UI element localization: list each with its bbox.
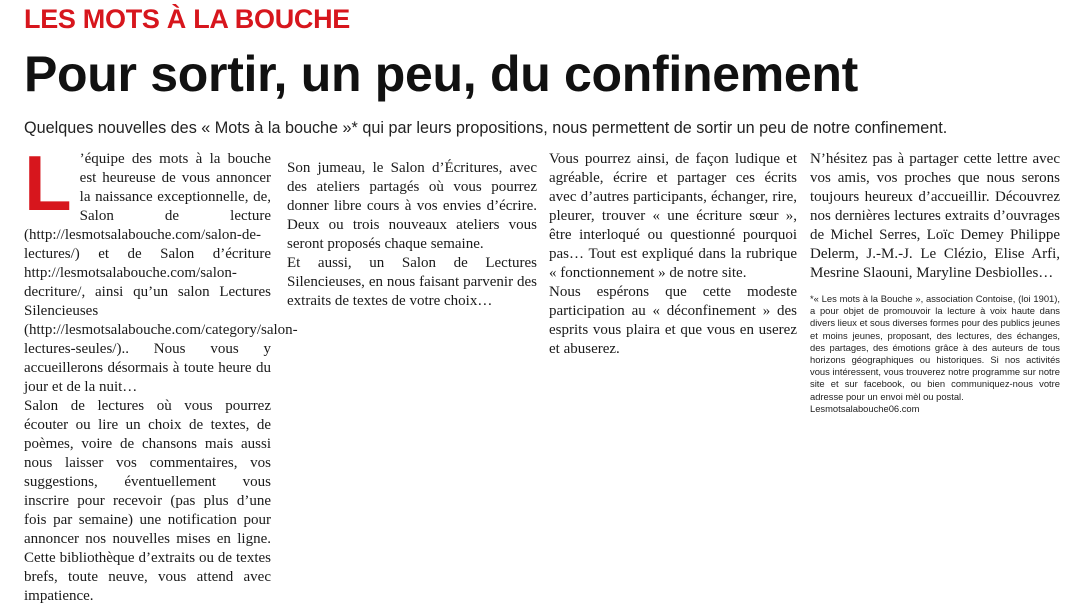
article-title: Pour sortir, un peu, du confinement: [24, 46, 858, 102]
footnote: [810, 293, 1060, 415]
article-column-2: [287, 150, 537, 311]
website-link[interactable]: Lesmotsalabouche06.com: [810, 402, 920, 414]
article-column-3: [549, 150, 797, 359]
conclusion-text: N’hésitez pas à partager cette lettre avec vos amis, vos proches que nous serons toujours heureux d’accueillir. Découvrez nos dernières lectures extraits d’ouvrages de Michel Serres, Loïc Demey Philippe Delerm, J.-M.-J. Le Clézio, Elise Arfi, Mesrine Slaouni, Maryline Desbiolles…: [810, 151, 1060, 281]
article-column-4: [810, 150, 1060, 415]
salon-lectures-text: Salon de lectures où vous pourrez écouter ou lire un choix de textes, de poèmes, voire de chansons mais aussi nous laisser vos commentaires, vos suggestions, éventuellement vous inscrire pour recevoir (pas plus d’une fois par semaine) une notification pour annoncer nos nouvelles mises en ligne. Cette bibliothèque d’extraits ou de textes brefs, toute neuve, vous attend avec impatience.: [24, 398, 271, 604]
paragraph-salon-ecritures: [287, 159, 537, 254]
paragraph-deconfinement: [549, 283, 797, 359]
paragraph-conclusion: [810, 150, 1060, 283]
deconfinement-text: Nous espérons que cette modeste participation au « déconfinement » des esprits vous plaira et que vous en userez et abuserez.: [549, 284, 797, 357]
salon-ecritures-text: Son jumeau, le Salon d’Écritures, avec des ateliers partagés où vous pourrez donner libre cours à vos envies d’écrire. Deux ou trois nouveaux ateliers vous seront proposés chaque semaine.: [287, 160, 537, 252]
paragraph-salon-lectures: [24, 397, 271, 606]
article-column-1: [24, 139, 298, 606]
section-rubric: LES MOTS À LA BOUCHE: [24, 4, 351, 34]
partage-text: Vous pourrez ainsi, de façon ludique et agréable, écrire et partager ces écrits avec d’autres participants, échanger, rire, pleurer, trouver « une écriture sœur », être interloqué ou questionné pourquoi pas… Tout est expliqué dans la rubrique « fonctionnement » de notre site.: [549, 151, 797, 281]
footnote-text: *« Les mots à la Bouche », association Contoise, (loi 1901), a pour objet de promouvoir la lecture à voix haute dans divers lieux et sous diverses formes pour des publics jeunes et moins jeunes, proposant, des lectures, des échanges, des partages, des émotions grâce à des auteurs de tous horizons géographiques ou historiques. Si nos activités vous intéressent, vous trouverez notre programme sur notre site et sur facebook, ou bien communiquez-nous votre adresse pour un envoi mèl ou postal.: [810, 293, 1060, 402]
article-standfirst: Quelques nouvelles des « Mots à la bouche »* qui par leurs propositions, nous permettent de sortir un peu de notre confinement.: [24, 119, 948, 137]
lectures-silencieuses-text: Et aussi, un Salon de Lectures Silencieuses, en nous faisant parvenir des extraits de textes de votre choix…: [287, 255, 537, 309]
intro-text: ’équipe des mots à la bouche est heureuse de vous annoncer la naissance exceptionnelle, de, Salon de lecture (http://lesmotsalabouche.com/salon-de-lectures/) et de Salon d’écriture http://lesmotsalabouche.com/salon-decriture/, ainsi qu’un salon Lectures Silencieuses (http://lesmotsalabouche.com/category/salon-lectures-seules/).. Nous vous y accueillerons désormais à toute heure du jour et de la nuit…: [24, 151, 298, 395]
paragraph-lectures-silencieuses: [287, 254, 537, 311]
paragraph-partage: [549, 150, 797, 283]
drop-cap: L: [24, 139, 72, 227]
